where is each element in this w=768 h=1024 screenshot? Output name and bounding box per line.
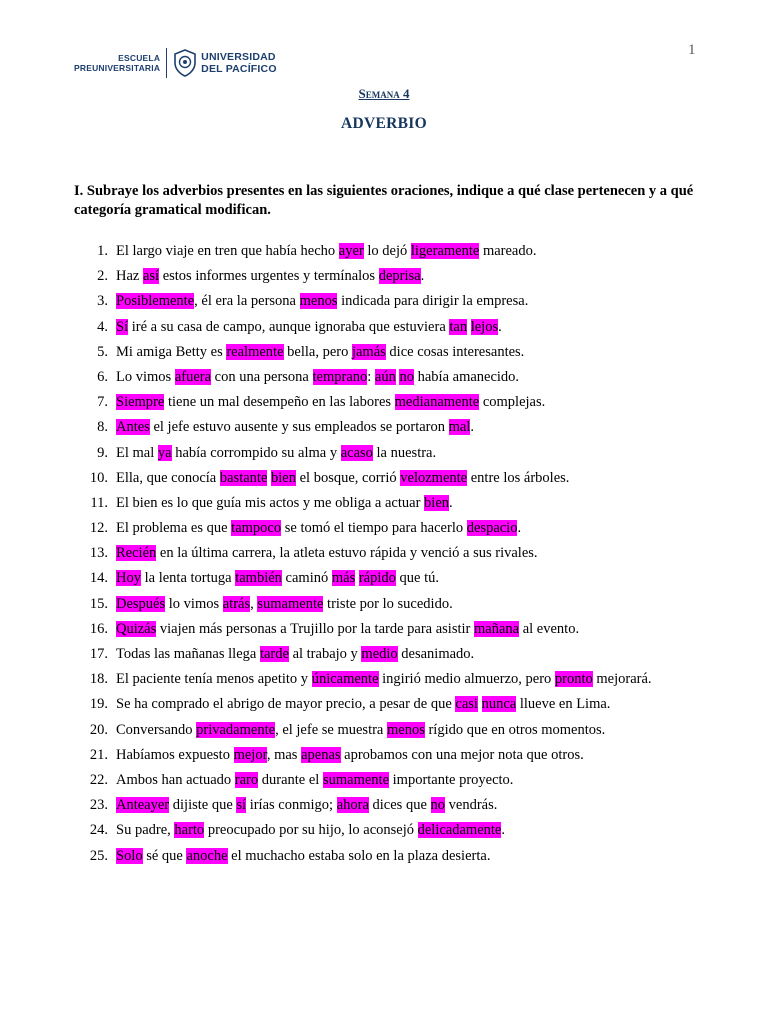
sentence-fragment: al evento. [519, 620, 580, 637]
highlighted-adverb: tarde [259, 646, 289, 662]
sentence-text [116, 743, 584, 768]
sentence-fragment: El paciente tenía menos apetito y [116, 671, 312, 688]
sentence-fragment: la lenta tortuga [140, 570, 236, 587]
sentence-number: 20. [89, 721, 108, 738]
sentence-text [116, 466, 569, 491]
highlighted-adverb: deprisa [378, 268, 421, 285]
sentence-fragment: dice cosas interesantes. [385, 343, 525, 360]
sentence-number: 13. [89, 545, 108, 562]
sentence-text [116, 415, 474, 440]
highlighted-adverb: Antes [116, 419, 150, 436]
sentence-fragment: entre los árboles. [467, 469, 570, 486]
highlighted-adverb: también [235, 570, 282, 587]
sentence-number: 22. [89, 771, 108, 788]
sentence-fragment: Ella, que conocía [116, 469, 220, 486]
sentence-number: 1. [97, 243, 108, 259]
sentence-number: 9. [97, 444, 108, 461]
sentence-text [116, 441, 436, 466]
highlighted-adverb: ayer [338, 243, 364, 259]
sentence-text [116, 390, 545, 415]
highlighted-adverb: menos [299, 293, 338, 310]
highlighted-adverb: únicamente [311, 671, 379, 688]
highlighted-adverb: delicadamente [417, 822, 502, 839]
highlighted-adverb: bien [271, 469, 296, 486]
logo-university-text [201, 51, 277, 75]
sentence-fragment: . [449, 494, 453, 511]
highlighted-adverb: nunca [481, 696, 517, 713]
sentence-text [116, 264, 424, 289]
highlighted-adverb: lejos [470, 318, 499, 335]
sentence-fragment: la nuestra. [372, 444, 437, 461]
sentence-fragment: El bien es lo que guía mis actos y me obliga a actuar [116, 494, 425, 511]
sentence-fragment: : [367, 368, 375, 385]
highlighted-adverb: ligeramente [410, 243, 480, 259]
sentence-number: 3. [97, 293, 108, 310]
highlighted-adverb: Anteayer [116, 797, 170, 814]
sentence-fragment: que tú. [395, 570, 439, 587]
sentence-fragment: triste por lo sucedido. [323, 595, 453, 612]
highlighted-adverb: bastante [219, 469, 268, 486]
sentence-fragment: , [250, 595, 258, 612]
sentence-fragment: rígido que en otros momentos. [424, 721, 606, 738]
sentence-fragment: Todas las mañanas llega [116, 646, 260, 662]
sentence-fragment: lo vimos [165, 595, 223, 612]
sentence-text [116, 239, 536, 264]
sentence-text [116, 289, 528, 314]
highlighted-adverb: rápido [358, 570, 396, 587]
sentence-fragment: lo dejó [363, 243, 411, 259]
sentence-fragment: . [470, 419, 474, 436]
sentence-fragment: indicada para dirigir la empresa. [337, 293, 529, 310]
highlighted-adverb: mejor [233, 746, 267, 763]
highlighted-adverb: pronto [554, 671, 593, 688]
highlighted-adverb: atrás [222, 595, 251, 612]
sentence-fragment: . [420, 268, 425, 285]
sentence-fragment: sé que [142, 847, 187, 864]
sentence-fragment: durante el [258, 771, 323, 788]
sentence-fragment: irías conmigo; [246, 797, 337, 814]
highlighted-adverb: Siempre [116, 394, 165, 411]
sentence-number: 16. [89, 620, 108, 637]
logo-divider [166, 48, 167, 78]
highlighted-adverb: tan [449, 318, 468, 335]
sentence-text [116, 491, 453, 516]
sentence-fragment: Lo vimos [116, 368, 175, 385]
sentence-fragment: Conversando [116, 721, 197, 738]
sentence-number: 8. [97, 419, 108, 436]
sentence-text [116, 642, 474, 667]
sentence-fragment: complejas. [479, 394, 546, 411]
highlighted-adverb: velozmente [400, 469, 468, 486]
sentence-fragment: aprobamos con una mejor nota que otros. [340, 746, 584, 763]
sentence-text [116, 315, 502, 340]
highlighted-adverb: Posiblemente [116, 293, 195, 310]
sentence-fragment: El largo viaje en tren que había hecho [116, 243, 339, 259]
highlighted-adverb: Solo [116, 847, 143, 864]
sentence-fragment: al trabajo y [288, 646, 362, 662]
highlighted-adverb: sumamente [322, 771, 390, 788]
sentence-fragment: , él era la persona [194, 293, 300, 310]
sentence-text [116, 793, 497, 818]
sentence-fragment: en la última carrera, la atleta estuvo rápida y venció a sus rivales. [156, 545, 538, 562]
sentence-text [116, 516, 521, 541]
logo-school-line2: PREUNIVERSITARIA [74, 63, 161, 73]
logo-university-line1: UNIVERSIDAD [201, 51, 276, 63]
highlighted-adverb: privadamente [196, 721, 276, 738]
sentence-fragment: el bosque, corrió [295, 469, 401, 486]
highlighted-adverb: Sí [116, 318, 129, 335]
sentence-number: 7. [97, 394, 108, 411]
highlighted-adverb: afuera [174, 368, 212, 385]
sentence-fragment: . [501, 822, 505, 839]
sentence-fragment: importante proyecto. [389, 771, 514, 788]
sentence-number: 23. [89, 797, 108, 814]
sentence-fragment: mejorará. [592, 671, 652, 688]
sentence-text [116, 667, 652, 692]
sentence-fragment: Haz [116, 268, 143, 285]
university-logo [74, 48, 277, 78]
sentence-fragment: el muchacho estaba solo en la plaza desierta. [227, 847, 491, 864]
sentence-fragment: , el jefe se muestra [275, 721, 387, 738]
sentence-number: 15. [89, 595, 108, 612]
sentence-fragment: . [517, 520, 522, 537]
sentence-fragment: Habíamos expuesto [116, 746, 234, 763]
sentence-text [116, 768, 513, 793]
sentence-number: 25. [89, 847, 108, 864]
sentence-fragment: caminó [281, 570, 332, 587]
sentence-text [116, 617, 579, 642]
sentence-fragment: mareado. [479, 243, 537, 259]
sentence-text [116, 541, 538, 566]
sentence-fragment: , mas [266, 746, 302, 763]
sentence-number: 2. [97, 268, 108, 285]
logo-school-text [74, 53, 160, 73]
highlighted-adverb: no [430, 797, 446, 814]
page-number: 1 [688, 42, 696, 58]
sentence-number: 11. [90, 494, 108, 511]
highlighted-adverb: Quizás [116, 620, 157, 637]
highlighted-adverb: tampoco [231, 520, 282, 537]
sentence-number: 10. [89, 469, 108, 486]
sentence-fragment: desanimado. [397, 646, 475, 662]
sentence-fragment: viajen más personas a Trujillo por la tarde para asistir [156, 620, 474, 637]
sentence-fragment: Ambos han actuado [116, 771, 235, 788]
highlighted-adverb: despacio [466, 520, 518, 537]
sentence-fragment: Se ha comprado el abrigo de mayor precio, a pesar de que [116, 696, 456, 713]
highlighted-adverb: menos [386, 721, 425, 738]
week-heading: Semana 4 [358, 86, 410, 101]
highlighted-adverb: Después [116, 595, 166, 612]
logo-school-line1: ESCUELA [118, 53, 161, 63]
university-seal-icon [173, 49, 197, 77]
highlighted-adverb: harto [174, 822, 205, 839]
highlighted-adverb: Hoy [116, 570, 141, 587]
sentence-fragment: iré a su casa de campo, aunque ignoraba que estuviera [128, 318, 450, 335]
sentence-text [116, 592, 453, 617]
sentence-fragment: el jefe estuvo ausente y sus empleados se portaron [149, 419, 449, 436]
highlighted-adverb: acaso [340, 444, 373, 461]
sentence-fragment: había amanecido. [413, 368, 520, 385]
sentence-text [116, 818, 505, 843]
sentence-fragment: El problema es que [116, 520, 232, 537]
sentence-text [116, 365, 519, 390]
highlighted-adverb: no [399, 368, 414, 385]
sentence-number: 4. [97, 318, 108, 335]
sentence-fragment: . [498, 318, 502, 335]
sentence-fragment: estos informes urgentes y termínalos [159, 268, 379, 285]
highlighted-adverb: raro [234, 771, 259, 788]
highlighted-adverb: mal [448, 419, 471, 436]
sentence-fragment: había corrompido su alma y [171, 444, 341, 461]
sentence-fragment: Su padre, [116, 822, 175, 839]
highlighted-adverb: ya [157, 444, 172, 461]
sentence-number: 6. [97, 368, 108, 385]
highlighted-adverb: sumamente [257, 595, 324, 612]
sentence-fragment: se tomó el tiempo para hacerlo [281, 520, 467, 537]
sentence-number: 5. [97, 343, 108, 360]
sentence-number: 12. [89, 520, 108, 537]
sentence-number: 14. [89, 570, 108, 587]
sentence-fragment: ingirió medio almuerzo, pero [378, 671, 555, 688]
highlighted-adverb: mañana [473, 620, 520, 637]
sentence-fragment: con una persona [211, 368, 313, 385]
highlighted-adverb: jamás [351, 343, 386, 360]
highlighted-adverb: sí [236, 797, 247, 814]
sentence-fragment: preocupado por su hijo, lo aconsejó [204, 822, 418, 839]
sentence-text [116, 340, 524, 365]
highlighted-adverb: realmente [226, 343, 284, 360]
highlighted-adverb: ahora [336, 797, 369, 814]
sentence-fragment: dices que [368, 797, 431, 814]
sentence-text [116, 844, 490, 869]
highlighted-adverb: aún [374, 368, 396, 385]
sentence-number: 24. [89, 822, 108, 839]
sentence-fragment: Mi amiga Betty es [116, 343, 227, 360]
sentence-fragment: llueve en Lima. [516, 696, 611, 713]
sentence-fragment: tiene un mal desempeño en las labores [164, 394, 395, 411]
sentence-text [116, 718, 605, 743]
sentence-fragment: vendrás. [445, 797, 498, 814]
sentence-fragment: bella, pero [283, 343, 352, 360]
highlighted-adverb: Recién [116, 545, 157, 562]
highlighted-adverb: más [331, 570, 356, 587]
sentence-number: 21. [89, 746, 108, 763]
highlighted-adverb: medio [361, 646, 398, 662]
sentence-number: 17. [89, 646, 108, 662]
highlighted-adverb: apenas [301, 746, 341, 763]
logo-university-line2: DEL PACÍFICO [201, 63, 277, 75]
sentence-fragment: dijiste que [169, 797, 237, 814]
highlighted-adverb: temprano [312, 368, 368, 385]
exercise-instruction: I. Subraye los adverbios presentes en las siguientes oraciones, indique a qué clase pertenecen y a qué categoría gramatical modifican. [74, 183, 694, 218]
highlighted-adverb: casi [455, 696, 478, 713]
highlighted-adverb: medianamente [394, 394, 480, 411]
highlighted-adverb: bien [424, 494, 450, 511]
sentence-text [116, 566, 439, 591]
sentence-fragment: El mal [116, 444, 158, 461]
sentence-number: 18. [89, 671, 108, 688]
sentence-number: 19. [89, 696, 108, 713]
sentence-text [116, 692, 610, 717]
highlighted-adverb: así [142, 268, 160, 285]
document-title: ADVERBIO [341, 115, 427, 132]
highlighted-adverb: anoche [186, 847, 228, 864]
